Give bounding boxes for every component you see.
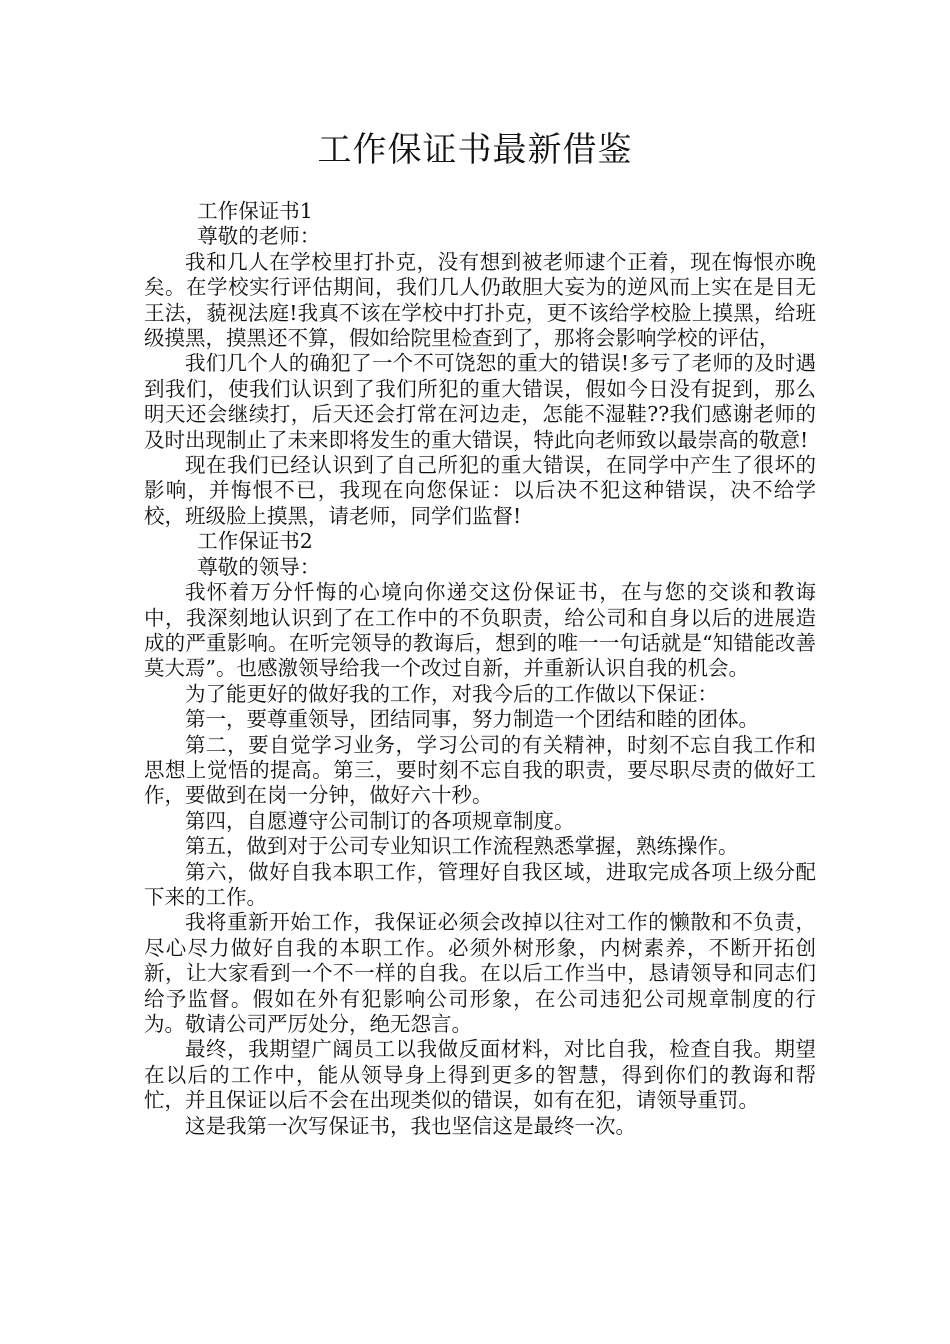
section-heading: 工作保证书1 xyxy=(197,199,313,223)
body-paragraph: 我们几个人的确犯了一个不可饶恕的重大的错误!多亏了老师的及时遇到我们，使我们认识到了我们所犯的重大错误，假如今日没有捉到，那么明天还会继续打，后天还会打常在河边走，怎能不湿鞋??我们感谢老师的及时出现制止了未来即将发生的重大错误，特此向老师致以最崇高的敬意! xyxy=(144,351,816,452)
body-paragraph: 我怀着万分忏悔的心境向你递交这份保证书，在与您的交谈和教诲中，我深刻地认识到了在工作中的不负职责，给公司和自身以后的进展造成的严重影响。在听完领导的教诲后，想到的唯一一句话就是“知错能改善莫大焉”。也感激领导给我一个改过自新，并重新认识自我的机会。 xyxy=(144,580,816,681)
section-heading: 工作保证书2 xyxy=(197,529,313,554)
body-paragraph: 第五，做到对于公司专业知识工作流程熟悉掌握，熟练操作。 xyxy=(185,834,739,859)
body-paragraph: 我将重新开始工作，我保证必须会改掉以往对工作的懒散和不负责，尽心尽力做好自我的本职工作。必须外树形象，内树素养，不断开拓创新，让大家看到一个不一样的自我。在以后工作当中，恳请领导和同志们给予监督。假如在外有犯影响公司形象，在公司违犯公司规章制度的行为。敬请公司严厉处分，绝无怨言。 xyxy=(144,910,816,1036)
body-paragraph: 第六，做好自我本职工作，管理好自我区域，进取完成各项上级分配下来的工作。 xyxy=(144,859,816,909)
body-paragraph: 我和几人在学校里打扑克，没有想到被老师逮个正着，现在悔恨亦晚矣。在学校实行评估期间，我们几人仍敢胆大妄为的逆风而上实在是目无王法，藐视法庭!我真不该在学校中打扑克，更不该给学校脸上摸黑，给班级摸黑，摸黑还不算，假如给院里检查到了，那将会影响学校的评估， xyxy=(144,249,816,351)
body-paragraph: 这是我第一次写保证书，我也坚信这是最终一次。 xyxy=(185,1113,636,1138)
document-body xyxy=(144,199,816,1139)
body-paragraph: 现在我们已经认识到了自己所犯的重大错误，在同学中产生了很坏的影响，并悔恨不已，我现在向您保证：以后决不犯这种错误，决不给学校，班级脸上摸黑，请老师，同学们监督! xyxy=(144,453,816,528)
body-paragraph: 第二，要自觉学习业务，学习公司的有关精神，时刻不忘自我工作和思想上觉悟的提高。第三，要时刻不忘自我的职责，要尽职尽责的做好工作，要做到在岗一分钟，做好六十秒。 xyxy=(144,732,816,808)
body-paragraph: 第一，要尊重领导，团结同事，努力制造一个团结和睦的团体。 xyxy=(185,707,759,732)
body-paragraph: 为了能更好的做好我的工作，对我今后的工作做以下保证： xyxy=(185,681,718,706)
body-paragraph: 最终，我期望广阔员工以我做反面材料，对比自我，检查自我。期望在以后的工作中，能从领导身上得到更多的智慧，得到你们的教诲和帮忙，并且保证以后不会在出现类似的错误，如有在犯，请领导重罚。 xyxy=(144,1037,816,1113)
document-title: 工作保证书最新借鉴 xyxy=(317,130,633,170)
body-paragraph: 第四，自愿遵守公司制订的各项规章制度。 xyxy=(185,808,575,833)
salutation: 尊敬的老师： xyxy=(197,224,321,249)
salutation: 尊敬的领导： xyxy=(197,554,321,579)
